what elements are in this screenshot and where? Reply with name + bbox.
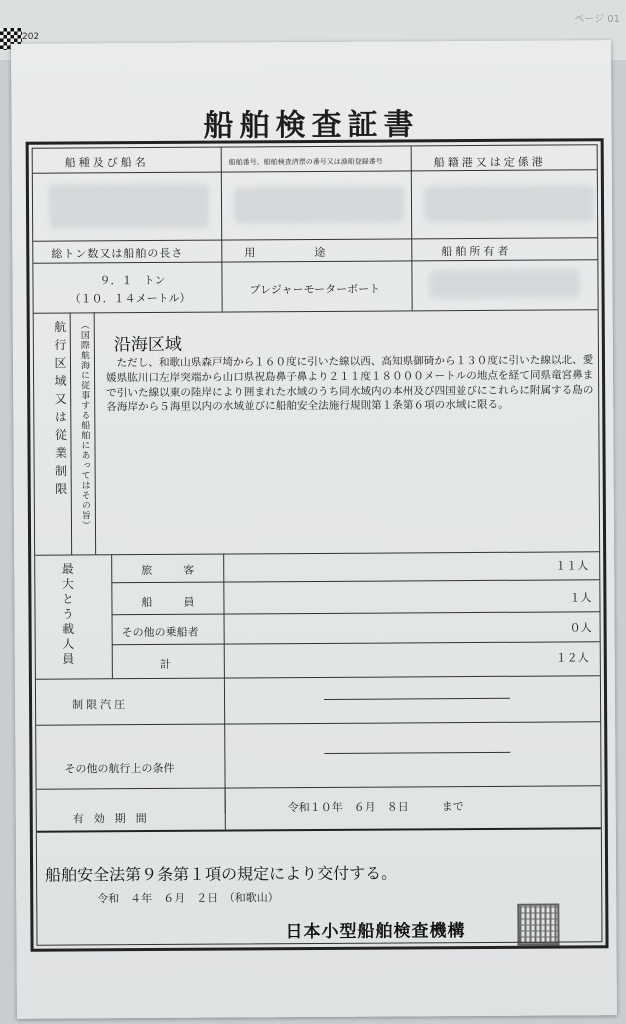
issuer-name: 日本小型船舶検査機構	[285, 921, 466, 943]
validity-label: 有効期間	[72, 811, 157, 826]
validity-value: 令和１０年 ６月 ８日 まで	[287, 800, 464, 815]
capacity-label-total: 計	[159, 657, 174, 671]
issue-date: 令和 ４年 ６月 ２日 （和歌山）	[97, 891, 279, 906]
corner-date-fragment: 202	[22, 32, 40, 42]
capacity-value-others: ０人	[569, 621, 592, 635]
capacity-value-total: １２人	[555, 651, 589, 665]
tonnage-value: ９．１ トン	[99, 273, 166, 288]
ship-number-label: 船舶番号、船舶検査済票の番号又は漁船登録番号	[228, 157, 383, 167]
tonnage-label: 総トン数又は船舶の長さ	[51, 246, 184, 261]
certificate-title: 船舶検査証書	[203, 107, 420, 144]
capacity-value-crew: １人	[569, 591, 592, 605]
certificate-frame	[26, 138, 609, 952]
capacity-value-passengers: １１人	[555, 559, 589, 573]
capacity-label-passengers: 旅 客	[141, 563, 198, 578]
official-seal	[517, 904, 559, 946]
redacted-owner	[429, 269, 579, 298]
registry-port-label: 船籍港又は定係港	[433, 155, 546, 170]
navigation-vertical-note: （国際航海に従事する船舶にあってはその旨）	[78, 320, 91, 531]
navigation-area-text: ただし、和歌山県森戸埼から１６０度に引いた線以西、高知県御碕から１３０度に引いた線以北、愛媛県肱川口左岸突端から山口県祝島鼻子鼻より２１１度１８０００メートルの地点を経て同県竜宮鼻まで引いた線以東の陸岸により囲まれた水域のうち同水域内の本州及び四国並びにこれらに附属する島の各海岸から５海里以内の水域並びに船舶安全法施行規則第１条第６項の水域に限る。	[105, 354, 594, 414]
issue-statement: 船舶安全法第９条第１項の規定により交付する。	[45, 863, 398, 885]
redacted-ship-number	[234, 186, 404, 223]
certificate-paper	[11, 40, 617, 1019]
capacity-label-crew: 船 員	[141, 595, 198, 610]
redacted-ship-name	[49, 184, 209, 229]
ship-type-name-label: 船種及び船名	[64, 156, 149, 170]
owner-label: 船舶所有者	[441, 244, 512, 259]
page-label: ページ 01	[574, 14, 620, 25]
navigation-vertical-label: 航行区域又は従業制限	[52, 320, 68, 501]
redacted-registry-port	[424, 185, 594, 222]
steam-pressure-label: 制限汽圧	[72, 698, 129, 712]
capacity-vertical-label: 最大とう載人員	[60, 562, 75, 668]
use-label: 用 途	[244, 245, 329, 260]
navigation-area-name: 沿海区域	[113, 334, 182, 356]
other-conditions-label: その他の航行上の条件	[64, 761, 175, 776]
capacity-label-others: その他の乗船者	[121, 625, 199, 640]
use-value: プレジャーモーターボート	[249, 282, 381, 297]
length-value: （１０．１４メートル）	[69, 291, 191, 306]
